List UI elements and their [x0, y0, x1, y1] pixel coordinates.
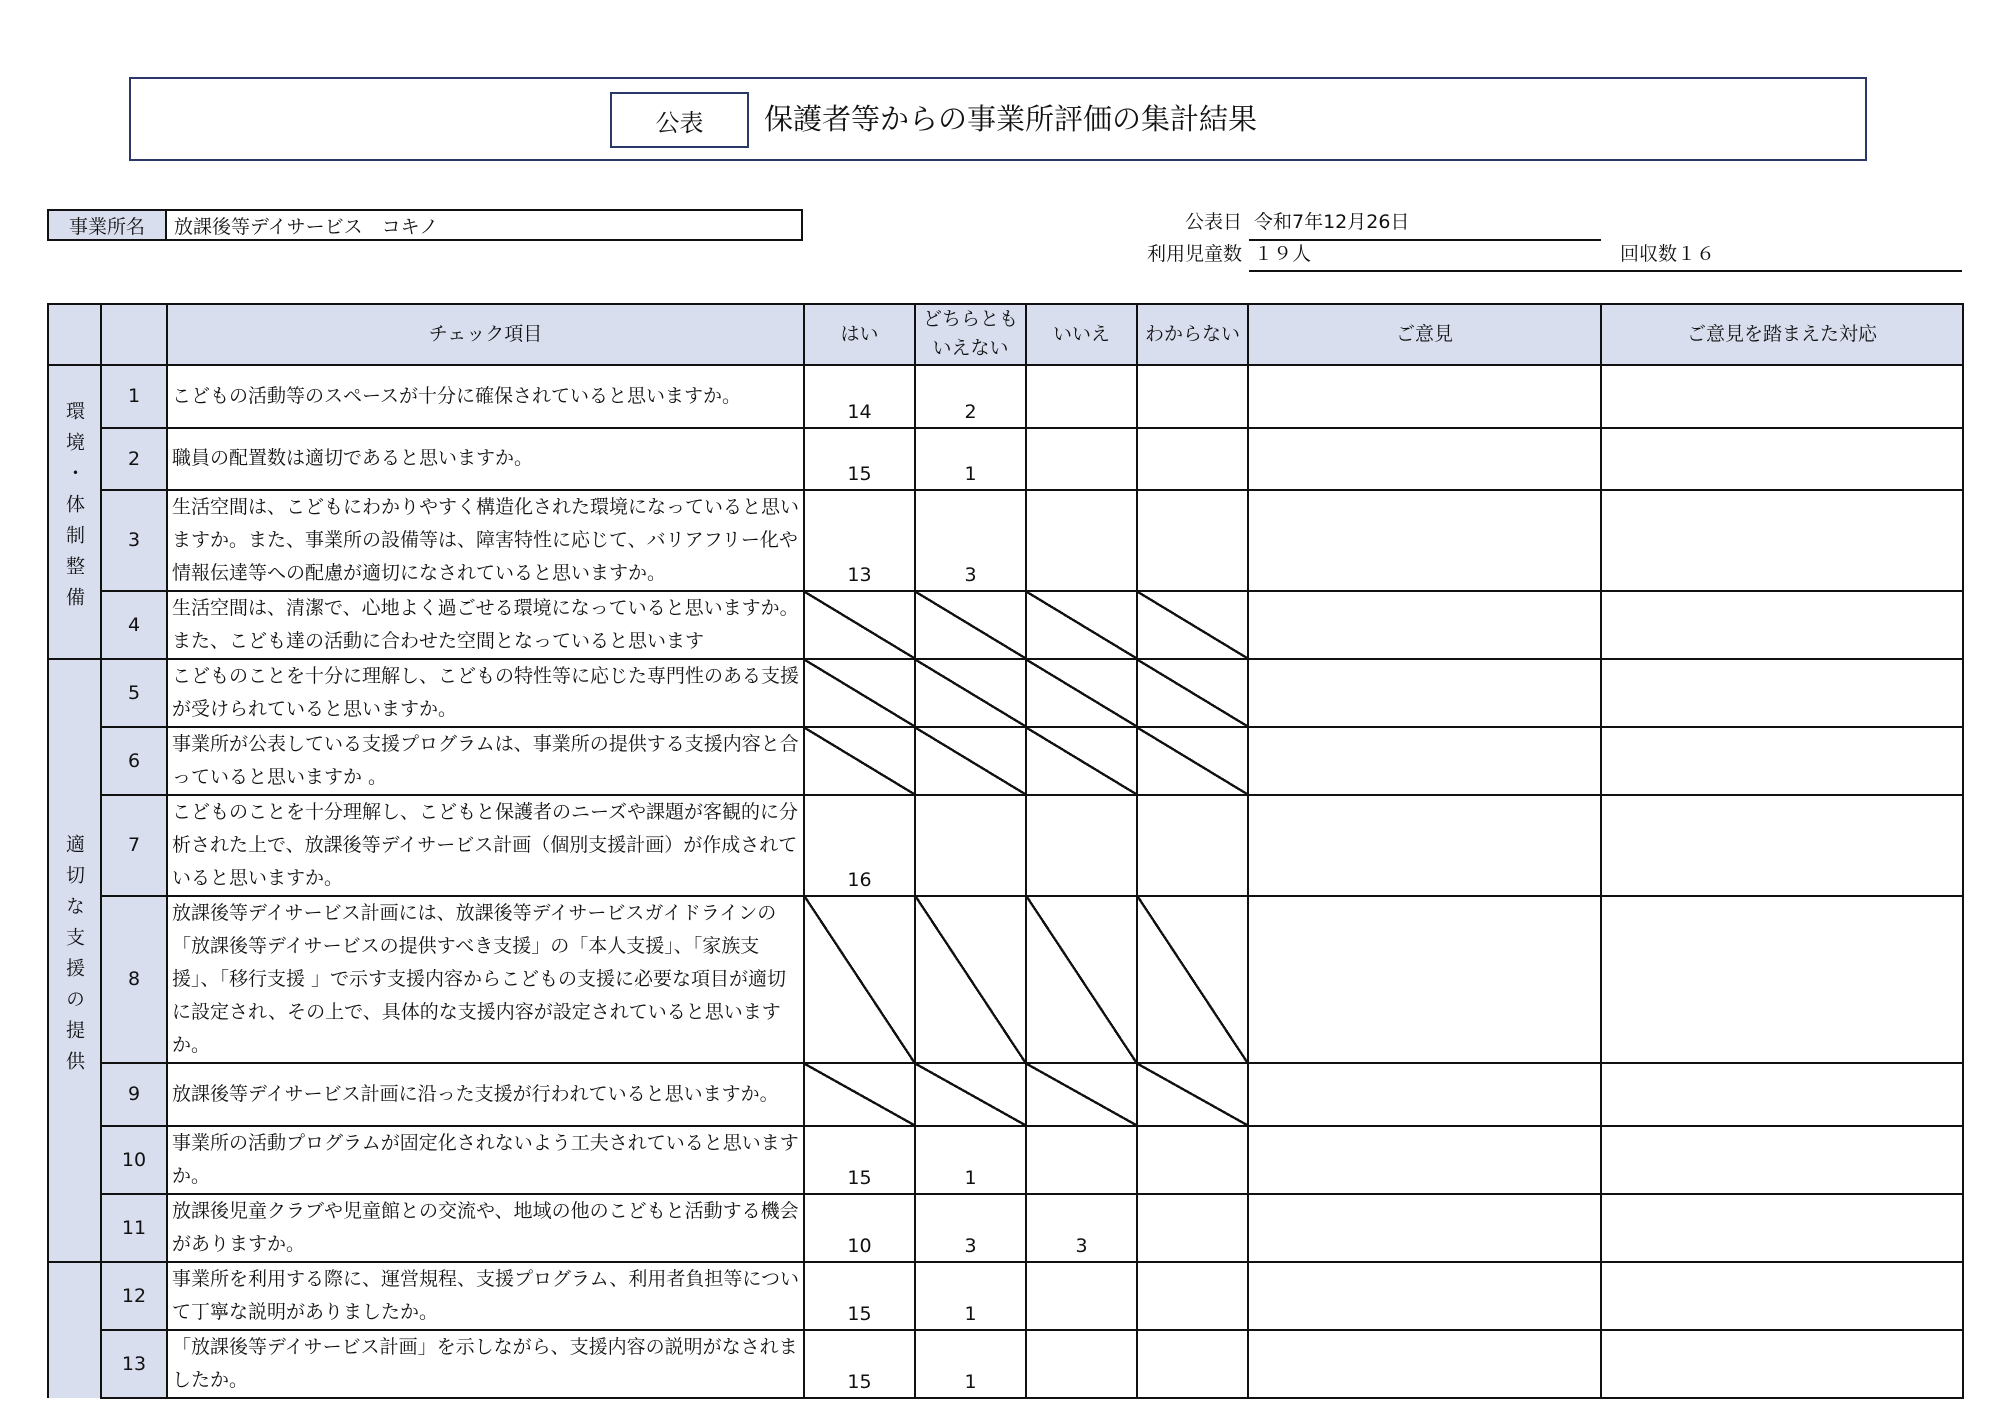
count-unknown [1137, 1194, 1248, 1262]
question-text: 職員の配置数は適切であると思いますか。 [167, 428, 804, 490]
opinion-cell [1248, 365, 1601, 428]
count-yes: 15 [804, 1262, 915, 1330]
response-cell [1601, 795, 1963, 896]
category-label: 環境・体制整備 [63, 400, 85, 618]
users-count-value: １９人 [1254, 243, 1312, 265]
count-yes: 10 [804, 1194, 915, 1262]
response-cell [1601, 1194, 1963, 1262]
count-no [1026, 490, 1137, 591]
opinion-cell [1248, 591, 1601, 659]
count-unknown [1137, 795, 1248, 896]
category-cell [48, 1262, 101, 1398]
count-neither: 1 [915, 1330, 1026, 1398]
header-response: ご意見を踏まえた対応 [1601, 304, 1963, 365]
table-row [48, 795, 1963, 896]
count-no [1026, 1126, 1137, 1194]
row-number: 8 [101, 896, 167, 1063]
row-number: 2 [101, 428, 167, 490]
row-number: 11 [101, 1194, 167, 1262]
count-neither [915, 591, 1026, 659]
count-unknown [1137, 490, 1248, 591]
header-opinion: ご意見 [1248, 304, 1601, 365]
count-yes: 15 [804, 428, 915, 490]
response-cell [1601, 659, 1963, 727]
header-number [101, 304, 167, 365]
count-no [1026, 365, 1137, 428]
row-number: 13 [101, 1330, 167, 1398]
category-cell [48, 365, 101, 659]
count-neither: 2 [915, 365, 1026, 428]
header-neither-line1: どちらとも [922, 308, 1018, 330]
count-yes: 14 [804, 365, 915, 428]
question-text: こどものことを十分理解し、こどもと保護者のニーズや課題が客観的に分析された上で、放課後等デイサービス計画（個別支援計画）が作成されていると思いますか。 [167, 795, 804, 896]
publish-date-label: 公表日 [1184, 211, 1242, 233]
count-no [1026, 1262, 1137, 1330]
count-no [1026, 896, 1137, 1063]
count-neither [915, 1063, 1026, 1126]
count-yes [804, 591, 915, 659]
header-category [48, 304, 101, 365]
table-row [48, 727, 1963, 795]
header-no: いいえ [1026, 304, 1137, 365]
row-number: 10 [101, 1126, 167, 1194]
count-neither: 1 [915, 428, 1026, 490]
question-text: 生活空間は、清潔で、心地よく過ごせる環境になっていると思いますか。また、こども達の活動に合わせた空間となっていると思います [167, 591, 804, 659]
opinion-cell [1248, 490, 1601, 591]
office-name-label: 事業所名 [47, 209, 167, 241]
count-yes [804, 896, 915, 1063]
count-no: 3 [1026, 1194, 1137, 1262]
question-text: こどもの活動等のスペースが十分に確保されていると思いますか。 [167, 365, 804, 428]
count-yes: 16 [804, 795, 915, 896]
question-text: 「放課後等デイサービス計画」を示しながら、支援内容の説明がなされましたか。 [167, 1330, 804, 1398]
category-label: 適切な支援の提供 [63, 833, 85, 1082]
count-neither [915, 659, 1026, 727]
count-yes [804, 727, 915, 795]
count-neither: 1 [915, 1126, 1026, 1194]
count-yes [804, 659, 915, 727]
header-check-item: チェック項目 [167, 304, 804, 365]
table-row [48, 365, 1963, 428]
row-number: 4 [101, 591, 167, 659]
table-row [48, 1262, 1963, 1330]
count-neither [915, 896, 1026, 1063]
response-cell [1601, 727, 1963, 795]
count-neither [915, 727, 1026, 795]
count-yes: 15 [804, 1330, 915, 1398]
document-title: 保護者等からの事業所評価の集計結果 [764, 102, 1258, 136]
row-number: 3 [101, 490, 167, 591]
count-unknown [1137, 659, 1248, 727]
opinion-cell [1248, 1194, 1601, 1262]
header-yes: はい [804, 304, 915, 365]
question-text: こどものことを十分に理解し、こどもの特性等に応じた専門性のある支援が受けられていると思いますか。 [167, 659, 804, 727]
opinion-cell [1248, 1126, 1601, 1194]
count-no [1026, 727, 1137, 795]
opinion-cell [1248, 896, 1601, 1063]
response-cell [1601, 1262, 1963, 1330]
question-text: 生活空間は、こどもにわかりやすく構造化された環境になっていると思いますか。また、事業所の設備等は、障害特性に応じて、バリアフリー化や情報伝達等への配慮が適切になされていると思いますか。 [167, 490, 804, 591]
publish-date-value: 令和7年12月26日 [1254, 211, 1410, 233]
count-neither: 3 [915, 490, 1026, 591]
table-header-row [48, 304, 1963, 365]
response-cell [1601, 1330, 1963, 1398]
users-count-underline [1249, 270, 1962, 272]
question-text: 放課後等デイサービス計画に沿った支援が行われていると思いますか。 [167, 1063, 804, 1126]
count-unknown [1137, 1126, 1248, 1194]
response-cell [1601, 365, 1963, 428]
count-unknown [1137, 1330, 1248, 1398]
table-row [48, 659, 1963, 727]
row-number: 7 [101, 795, 167, 896]
row-number: 9 [101, 1063, 167, 1126]
response-cell [1601, 1126, 1963, 1194]
table-row [48, 428, 1963, 490]
count-no [1026, 1330, 1137, 1398]
count-neither [915, 795, 1026, 896]
title-frame [129, 77, 1867, 161]
publication-badge: 公表 [610, 92, 749, 148]
count-unknown [1137, 365, 1248, 428]
table-row [48, 1063, 1963, 1126]
response-cell [1601, 428, 1963, 490]
row-number: 5 [101, 659, 167, 727]
category-cell [48, 659, 101, 1262]
users-count-label: 利用児童数 [1146, 243, 1242, 265]
count-yes: 15 [804, 1126, 915, 1194]
count-no [1026, 428, 1137, 490]
opinion-cell [1248, 428, 1601, 490]
opinion-cell [1248, 1262, 1601, 1330]
response-cell [1601, 591, 1963, 659]
question-text: 事業所の活動プログラムが固定化されないよう工夫されていると思いますか。 [167, 1126, 804, 1194]
response-cell [1601, 896, 1963, 1063]
table-row [48, 1194, 1963, 1262]
count-no [1026, 659, 1137, 727]
row-number: 12 [101, 1262, 167, 1330]
table-row [48, 1330, 1963, 1398]
row-number: 1 [101, 365, 167, 428]
table-row [48, 1126, 1963, 1194]
count-no [1026, 795, 1137, 896]
question-text: 放課後等デイサービス計画には、放課後等デイサービスガイドラインの「放課後等デイサービスの提供すべき支援」の「本人支援」、「家族支援」、「移行支援 」で示す支援内容からこどもの支援に必要な項目が適切に設定され、その上で、具体的な支援内容が設定されていると思いますか。 [167, 896, 804, 1063]
table-body [48, 365, 1963, 1398]
header-neither-line2: いえない [932, 337, 1009, 360]
table-row [48, 896, 1963, 1063]
count-neither: 3 [915, 1194, 1026, 1262]
evaluation-table [47, 303, 1964, 1399]
header-neither [915, 304, 1026, 365]
table-row [48, 591, 1963, 659]
office-name-value: 放課後等デイサービス コキノ [165, 209, 803, 241]
responses-count: 回収数１６ [1620, 243, 1716, 265]
response-cell [1601, 490, 1963, 591]
question-text: 事業所を利用する際に、運営規程、支援プログラム、利用者負担等について丁寧な説明がありましたか。 [167, 1262, 804, 1330]
count-unknown [1137, 591, 1248, 659]
table-row [48, 490, 1963, 591]
opinion-cell [1248, 659, 1601, 727]
count-no [1026, 591, 1137, 659]
question-text: 事業所が公表している支援プログラムは、事業所の提供する支援内容と合っていると思いますか 。 [167, 727, 804, 795]
row-number: 6 [101, 727, 167, 795]
count-unknown [1137, 1063, 1248, 1126]
count-no [1026, 1063, 1137, 1126]
count-unknown [1137, 896, 1248, 1063]
opinion-cell [1248, 1330, 1601, 1398]
question-text: 放課後児童クラブや児童館との交流や、地域の他のこどもと活動する機会がありますか。 [167, 1194, 804, 1262]
count-unknown [1137, 428, 1248, 490]
opinion-cell [1248, 795, 1601, 896]
count-neither: 1 [915, 1262, 1026, 1330]
count-yes: 13 [804, 490, 915, 591]
count-unknown [1137, 727, 1248, 795]
header-unknown: わからない [1137, 304, 1248, 365]
opinion-cell [1248, 1063, 1601, 1126]
opinion-cell [1248, 727, 1601, 795]
count-yes [804, 1063, 915, 1126]
count-unknown [1137, 1262, 1248, 1330]
response-cell [1601, 1063, 1963, 1126]
